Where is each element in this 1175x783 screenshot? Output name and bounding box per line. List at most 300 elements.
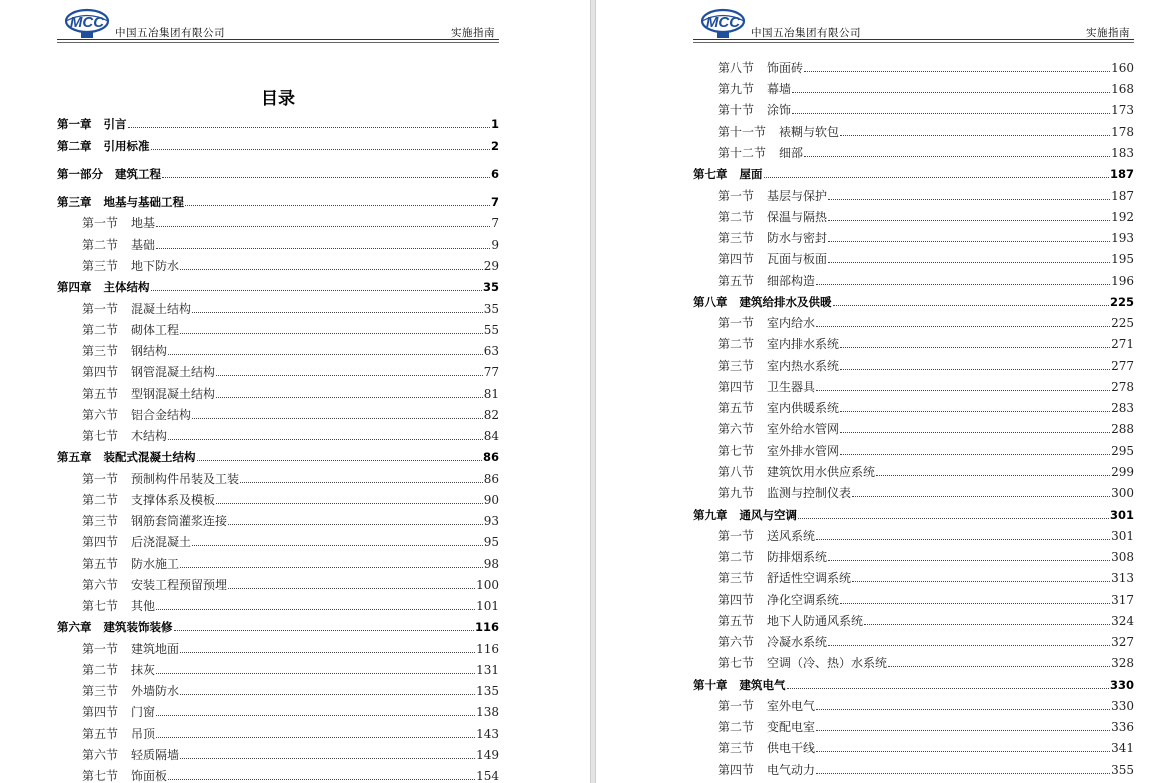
toc-section-entry[interactable] — [693, 186, 1134, 204]
toc-section-entry[interactable] — [693, 717, 1134, 735]
toc-leader-dots — [840, 411, 1110, 412]
toc-entry-page: 35 — [483, 302, 499, 316]
toc-section-entry[interactable] — [693, 611, 1134, 629]
toc-leader-dots — [816, 326, 1110, 327]
toc-entry-number: 第四节 — [718, 763, 755, 777]
toc-entry-page: 308 — [1111, 550, 1134, 564]
toc-entry-number: 第五节 — [718, 401, 755, 415]
toc-leader-dots — [816, 284, 1110, 285]
toc-entry-number: 第四节 — [82, 535, 119, 549]
toc-leader-dots — [156, 226, 490, 227]
toc-leader-dots — [156, 737, 475, 738]
toc-entry-title: 钢筋套筒灌浆连接 — [131, 514, 228, 528]
toc-section-entry[interactable] — [693, 207, 1134, 225]
toc-leader-dots — [833, 305, 1109, 306]
toc-entry-title: 主体结构 — [103, 280, 150, 294]
toc-entry-page: 295 — [1111, 444, 1134, 458]
toc-section-entry[interactable] — [693, 313, 1134, 331]
toc-section-entry[interactable] — [57, 299, 499, 317]
toc-leader-dots — [168, 354, 483, 355]
toc-entry-title: 送风系统 — [767, 529, 816, 543]
toc-entry-number: 第一节 — [718, 316, 755, 330]
toc-section-entry[interactable] — [57, 511, 499, 529]
toc-entry-number: 第五章 — [57, 450, 92, 464]
toc-entry-page: 271 — [1111, 337, 1134, 351]
toc-leader-dots — [816, 751, 1110, 752]
toc-leader-dots — [192, 418, 483, 419]
company-name: 中国五冶集团有限公司 — [115, 27, 225, 39]
toc-section-entry[interactable] — [693, 419, 1134, 437]
toc-entry-page: 300 — [1111, 486, 1134, 500]
toc-section-entry[interactable] — [693, 760, 1134, 778]
toc-entry-title: 地下人防通风系统 — [767, 614, 864, 628]
toc-leader-dots — [792, 113, 1110, 114]
toc-chapter-entry[interactable] — [57, 192, 499, 210]
toc-section-entry[interactable] — [57, 235, 499, 253]
toc-section-entry[interactable] — [693, 632, 1134, 650]
toc-entry-title: 室内供暖系统 — [767, 401, 840, 415]
toc-section-entry[interactable] — [57, 426, 499, 444]
toc-section-entry[interactable] — [693, 249, 1134, 267]
toc-entry-page: 317 — [1111, 593, 1134, 607]
toc-entry-title: 屋面 — [739, 167, 763, 181]
toc-leader-dots — [216, 375, 483, 376]
toc-leader-dots — [156, 248, 490, 249]
toc-section-entry[interactable] — [693, 568, 1134, 586]
toc-leader-dots — [828, 262, 1110, 263]
toc-entry-title: 其他 — [131, 599, 156, 613]
toc-entry-title: 外墙防水 — [131, 684, 180, 698]
toc-entry-number: 第四节 — [718, 380, 755, 394]
toc-leader-dots — [216, 397, 483, 398]
header-rule-thin — [693, 42, 1134, 43]
toc-section-entry[interactable] — [693, 100, 1134, 118]
toc-entry-page: 98 — [483, 557, 499, 571]
toc-entry-title: 变配电室 — [767, 720, 816, 734]
toc-entry-number: 第四节 — [718, 593, 755, 607]
toc-entry-title: 抹灰 — [131, 663, 156, 677]
toc-entry-title: 电气动力 — [767, 763, 816, 777]
toc-section-entry[interactable] — [693, 377, 1134, 395]
toc-entry-number: 第三节 — [82, 514, 119, 528]
toc-entry-title: 防排烟系统 — [767, 550, 828, 564]
toc-entry-number: 第二节 — [82, 493, 119, 507]
toc-leader-dots — [156, 609, 475, 610]
toc-entry-number: 第三节 — [718, 741, 755, 755]
toc-entry-page: 116 — [476, 642, 499, 656]
toc-entry-title: 木结构 — [131, 429, 168, 443]
toc-section-entry[interactable] — [57, 724, 499, 742]
document-type: 实施指南 — [1086, 27, 1130, 39]
toc-entry-title: 铝合金结构 — [131, 408, 192, 422]
toc-entry-page: 35 — [482, 280, 499, 294]
toc-entry-page: 29 — [483, 259, 499, 273]
toc-entry-number: 第八节 — [718, 465, 755, 479]
toc-entry-page: 336 — [1111, 720, 1134, 734]
toc-entry-title: 监测与控制仪表 — [767, 486, 852, 500]
toc-entry-number: 第五节 — [718, 614, 755, 628]
toc-section-entry[interactable] — [57, 405, 499, 423]
toc-entry-number: 第一节 — [718, 189, 755, 203]
toc-leader-dots — [156, 673, 475, 674]
toc-entry-title: 室外排水管网 — [767, 444, 840, 458]
toc-leader-dots — [840, 432, 1110, 433]
toc-leader-dots — [197, 460, 482, 461]
toc-entry-title: 引用标准 — [103, 139, 150, 153]
toc-entry-page: 330 — [1109, 678, 1134, 692]
toc-section-entry[interactable] — [57, 469, 499, 487]
toc-entry-number: 第二节 — [82, 238, 119, 252]
toc-entry-page: 193 — [1111, 231, 1134, 245]
toc-leader-dots — [804, 71, 1110, 72]
toc-entry-number: 第七章 — [693, 167, 728, 181]
toc-entry-page: 330 — [1111, 699, 1134, 713]
toc-entry-number: 第七节 — [82, 769, 119, 783]
toc-entry-page: 55 — [483, 323, 499, 337]
toc-section-entry[interactable] — [693, 334, 1134, 352]
toc-leader-dots — [804, 156, 1110, 157]
toc-entry-number: 第二节 — [82, 663, 119, 677]
toc-chapter-entry[interactable] — [57, 136, 499, 154]
toc-entry-page: 277 — [1111, 359, 1134, 373]
toc-leader-dots — [151, 290, 482, 291]
toc-entry-number: 第六节 — [82, 408, 119, 422]
toc-leader-dots — [228, 588, 475, 589]
toc-leader-dots — [192, 312, 483, 313]
toc-entry-page: 355 — [1111, 763, 1134, 777]
toc-entry-title: 室外电气 — [767, 699, 816, 713]
toc-entry-title: 室内给水 — [767, 316, 816, 330]
toc-leader-dots — [852, 581, 1110, 582]
toc-entry-number: 第七节 — [718, 444, 755, 458]
toc-entry-page: 178 — [1111, 125, 1134, 139]
toc-entry-title: 后浇混凝土 — [131, 535, 192, 549]
toc-entry-page: 301 — [1111, 529, 1134, 543]
toc-leader-dots — [162, 177, 490, 178]
toc-entry-page: 324 — [1111, 614, 1134, 628]
toc-leader-dots — [816, 730, 1110, 731]
toc-leader-dots — [828, 199, 1110, 200]
toc-entry-page: 301 — [1109, 508, 1134, 522]
toc-leader-dots — [828, 560, 1110, 561]
toc-entry-number: 第六节 — [82, 578, 119, 592]
toc-entry-number: 第一节 — [82, 642, 119, 656]
toc-entry-page: 225 — [1109, 295, 1134, 309]
toc-entry-number: 第七节 — [82, 599, 119, 613]
toc-section-entry[interactable] — [693, 122, 1134, 140]
toc-leader-dots — [816, 709, 1110, 710]
toc-entry-number: 第五节 — [82, 387, 119, 401]
toc-entry-number: 第二节 — [82, 323, 119, 337]
toc-leader-dots — [180, 567, 483, 568]
toc-leader-dots — [168, 439, 483, 440]
toc-entry-page: 154 — [476, 769, 499, 783]
toc-section-entry[interactable] — [57, 490, 499, 508]
toc-leader-dots — [840, 135, 1110, 136]
toc-section-entry[interactable] — [693, 738, 1134, 756]
toc-section-entry[interactable] — [693, 483, 1134, 501]
toc-section-entry[interactable] — [57, 320, 499, 338]
toc-section-entry[interactable] — [57, 745, 499, 763]
toc-section-entry[interactable] — [693, 228, 1134, 246]
toc-entry-title: 保温与隔热 — [767, 210, 828, 224]
header-rule — [57, 39, 499, 40]
toc-entry-title: 建筑电气 — [739, 678, 786, 692]
toc-section-entry[interactable] — [57, 532, 499, 550]
toc-section-entry[interactable] — [57, 256, 499, 274]
toc-entry-page: 6 — [490, 167, 499, 181]
toc-leader-dots — [816, 773, 1110, 774]
toc-section-entry[interactable] — [57, 554, 499, 572]
toc-entry-number: 第二节 — [718, 210, 755, 224]
toc-entry-number: 第六节 — [82, 748, 119, 762]
svg-text:MCC: MCC — [69, 14, 105, 31]
toc-entry-title: 饰面板 — [131, 769, 168, 783]
toc-entry-title: 建筑装饰装修 — [103, 620, 173, 634]
toc-chapter-entry[interactable] — [693, 675, 1134, 693]
toc-entry-number: 第二节 — [718, 720, 755, 734]
toc-section-entry[interactable] — [693, 398, 1134, 416]
toc-section-entry[interactable] — [693, 547, 1134, 565]
toc-entry-page: 143 — [476, 727, 499, 741]
toc-entry-page: 7 — [491, 216, 499, 230]
toc-entry-number: 第一部分 — [57, 167, 103, 181]
toc-entry-number: 第二章 — [57, 139, 92, 153]
toc-section-entry[interactable] — [693, 58, 1134, 76]
toc-entry-title: 涂饰 — [767, 103, 792, 117]
toc-entry-title: 建筑给排水及供暖 — [739, 295, 832, 309]
toc-entry-page: 160 — [1111, 61, 1134, 75]
toc-entry-title: 钢结构 — [131, 344, 168, 358]
toc-entry-page: 131 — [476, 663, 499, 677]
toc-entry-number: 第六节 — [718, 422, 755, 436]
toc-entry-page: 195 — [1111, 252, 1134, 266]
toc-entry-title: 细部构造 — [767, 274, 816, 288]
toc-leader-dots — [151, 149, 490, 150]
toc-entry-number: 第八节 — [718, 61, 755, 75]
toc-section-entry[interactable] — [57, 596, 499, 614]
toc-entry-page: 187 — [1109, 167, 1134, 181]
toc-entry-title: 瓦面与板面 — [767, 252, 828, 266]
toc-entry-number: 第四节 — [718, 252, 755, 266]
toc-leader-dots — [128, 127, 490, 128]
toc-entry-page: 100 — [476, 578, 499, 592]
toc-entry-number: 第三节 — [82, 259, 119, 273]
toc-leader-dots — [180, 652, 475, 653]
toc-entry-page: 82 — [483, 408, 499, 422]
toc-section-entry[interactable] — [693, 653, 1134, 671]
toc-entry-number: 第三节 — [82, 344, 119, 358]
toc-section-entry[interactable] — [57, 362, 499, 380]
toc-chapter-entry[interactable] — [57, 164, 499, 182]
toc-section-entry[interactable] — [57, 639, 499, 657]
toc-section-entry[interactable] — [693, 526, 1134, 544]
toc-leader-dots — [180, 333, 483, 334]
toc-entry-number: 第十节 — [718, 103, 755, 117]
toc-entry-title: 基层与保护 — [767, 189, 828, 203]
toc-entry-page: 90 — [483, 493, 499, 507]
toc-entry-number: 第七节 — [82, 429, 119, 443]
toc-entry-number: 第六章 — [57, 620, 92, 634]
toc-leader-dots — [828, 645, 1110, 646]
toc-entry-title: 室内排水系统 — [767, 337, 840, 351]
toc-section-entry[interactable] — [57, 660, 499, 678]
toc-entry-page: 149 — [476, 748, 499, 762]
toc-leader-dots — [840, 347, 1110, 348]
toc-section-entry[interactable] — [693, 462, 1134, 480]
header-rule — [693, 39, 1134, 40]
toc-entry-title: 预制构件吊装及工装 — [131, 472, 240, 486]
toc-leader-dots — [828, 241, 1110, 242]
toc-leader-dots — [216, 503, 483, 504]
toc-entry-title: 空调（冷、热）水系统 — [767, 656, 888, 670]
toc-title: 目录 — [261, 89, 295, 109]
toc-entry-title: 引言 — [103, 117, 127, 131]
toc-leader-dots — [852, 496, 1110, 497]
toc-entry-page: 86 — [483, 472, 499, 486]
toc-leader-dots — [168, 779, 475, 780]
toc-entry-title: 室外给水管网 — [767, 422, 840, 436]
toc-section-entry[interactable] — [693, 441, 1134, 459]
toc-entry-title: 砌体工程 — [131, 323, 180, 337]
toc-leader-dots — [798, 518, 1109, 519]
toc-entry-title: 冷凝水系统 — [767, 635, 828, 649]
toc-chapter-entry[interactable] — [57, 277, 499, 295]
toc-entry-title: 建筑饮用水供应系统 — [767, 465, 876, 479]
toc-entry-title: 建筑地面 — [131, 642, 180, 656]
toc-section-entry[interactable] — [693, 271, 1134, 289]
toc-entry-number: 第三节 — [718, 571, 755, 585]
mcc-logo — [699, 8, 747, 38]
toc-entry-page: 196 — [1111, 274, 1134, 288]
toc-leader-dots — [787, 688, 1109, 689]
toc-leader-dots — [174, 630, 474, 631]
toc-section-entry[interactable] — [57, 341, 499, 359]
document-page-right — [596, 0, 1175, 783]
toc-section-entry[interactable] — [57, 575, 499, 593]
toc-entry-page: 183 — [1111, 146, 1134, 160]
toc-entry-number: 第三节 — [82, 684, 119, 698]
toc-entry-number: 第九节 — [718, 486, 755, 500]
toc-entry-number: 第四章 — [57, 280, 92, 294]
svg-text:MCC: MCC — [705, 14, 741, 31]
toc-entry-number: 第一节 — [82, 472, 119, 486]
toc-entry-number: 第三节 — [718, 359, 755, 373]
toc-entry-page: 1 — [490, 117, 499, 131]
toc-entry-page: 327 — [1111, 635, 1134, 649]
toc-leader-dots — [180, 269, 483, 270]
toc-entry-page: 341 — [1111, 741, 1134, 755]
toc-entry-page: 283 — [1111, 401, 1134, 415]
toc-section-entry[interactable] — [693, 356, 1134, 374]
toc-entry-number: 第一节 — [82, 302, 119, 316]
company-name: 中国五冶集团有限公司 — [751, 27, 861, 39]
toc-entry-page: 278 — [1111, 380, 1134, 394]
toc-leader-dots — [840, 603, 1110, 604]
toc-section-entry[interactable] — [57, 766, 499, 783]
toc-entry-title: 幕墙 — [767, 82, 792, 96]
toc-section-entry[interactable] — [693, 79, 1134, 97]
toc-entry-title: 门窗 — [131, 705, 156, 719]
toc-entry-page: 77 — [483, 365, 499, 379]
toc-leader-dots — [240, 482, 483, 483]
toc-entry-title: 卫生器具 — [767, 380, 816, 394]
toc-entry-page: 101 — [476, 599, 499, 613]
toc-entry-number: 第七节 — [718, 656, 755, 670]
toc-leader-dots — [888, 666, 1110, 667]
toc-entry-number: 第二节 — [718, 337, 755, 351]
toc-entry-title: 支撑体系及模板 — [131, 493, 216, 507]
toc-leader-dots — [840, 454, 1110, 455]
toc-chapter-entry[interactable] — [57, 114, 499, 132]
toc-entry-page: 138 — [476, 705, 499, 719]
toc-entry-number: 第三节 — [718, 231, 755, 245]
toc-entry-title: 裱糊与软包 — [779, 125, 840, 139]
toc-entry-number: 第九章 — [693, 508, 728, 522]
toc-entry-title: 饰面砖 — [767, 61, 804, 75]
toc-entry-page: 93 — [483, 514, 499, 528]
toc-leader-dots — [816, 539, 1110, 540]
toc-entry-page: 95 — [483, 535, 499, 549]
toc-chapter-entry[interactable] — [57, 447, 499, 465]
toc-entry-title: 建筑工程 — [115, 167, 161, 181]
toc-chapter-entry[interactable] — [693, 292, 1134, 310]
toc-entry-number: 第一节 — [718, 529, 755, 543]
toc-entry-title: 地基与基础工程 — [103, 195, 184, 209]
toc-entry-title: 轻质隔墙 — [131, 748, 180, 762]
toc-entry-page: 288 — [1111, 422, 1134, 436]
toc-section-entry[interactable] — [57, 702, 499, 720]
toc-entry-number: 第十二节 — [718, 146, 767, 160]
toc-entry-number: 第一节 — [82, 216, 119, 230]
toc-chapter-entry[interactable] — [693, 164, 1134, 182]
toc-chapter-entry[interactable] — [693, 505, 1134, 523]
toc-section-entry[interactable] — [693, 696, 1134, 714]
toc-chapter-entry[interactable] — [57, 617, 499, 635]
toc-entry-page: 313 — [1111, 571, 1134, 585]
toc-leader-dots — [876, 475, 1110, 476]
toc-entry-title: 地下防水 — [131, 259, 180, 273]
toc-entry-title: 防水与密封 — [767, 231, 828, 245]
toc-leader-dots — [228, 524, 483, 525]
toc-leader-dots — [816, 390, 1110, 391]
document-type: 实施指南 — [451, 27, 495, 39]
toc-entry-page: 187 — [1111, 189, 1134, 203]
toc-entry-number: 第一章 — [57, 117, 92, 131]
toc-entry-page: 7 — [490, 195, 499, 209]
toc-entry-title: 基础 — [131, 238, 156, 252]
toc-entry-title: 吊顶 — [131, 727, 156, 741]
toc-section-entry[interactable] — [693, 590, 1134, 608]
toc-section-entry[interactable] — [693, 143, 1134, 161]
toc-entry-page: 173 — [1111, 103, 1134, 117]
toc-section-entry[interactable] — [57, 681, 499, 699]
toc-entry-page: 63 — [483, 344, 499, 358]
toc-leader-dots — [180, 758, 475, 759]
toc-leader-dots — [864, 624, 1110, 625]
toc-section-entry[interactable] — [57, 213, 499, 231]
header-rule-thin — [57, 42, 499, 43]
toc-entry-page: 84 — [483, 429, 499, 443]
toc-entry-number: 第四节 — [82, 365, 119, 379]
toc-leader-dots — [156, 715, 475, 716]
toc-entry-number: 第三章 — [57, 195, 92, 209]
toc-leader-dots — [192, 545, 483, 546]
toc-entry-title: 净化空调系统 — [767, 593, 840, 607]
page-header — [57, 8, 499, 40]
toc-section-entry[interactable] — [57, 384, 499, 402]
toc-entry-page: 328 — [1111, 656, 1134, 670]
